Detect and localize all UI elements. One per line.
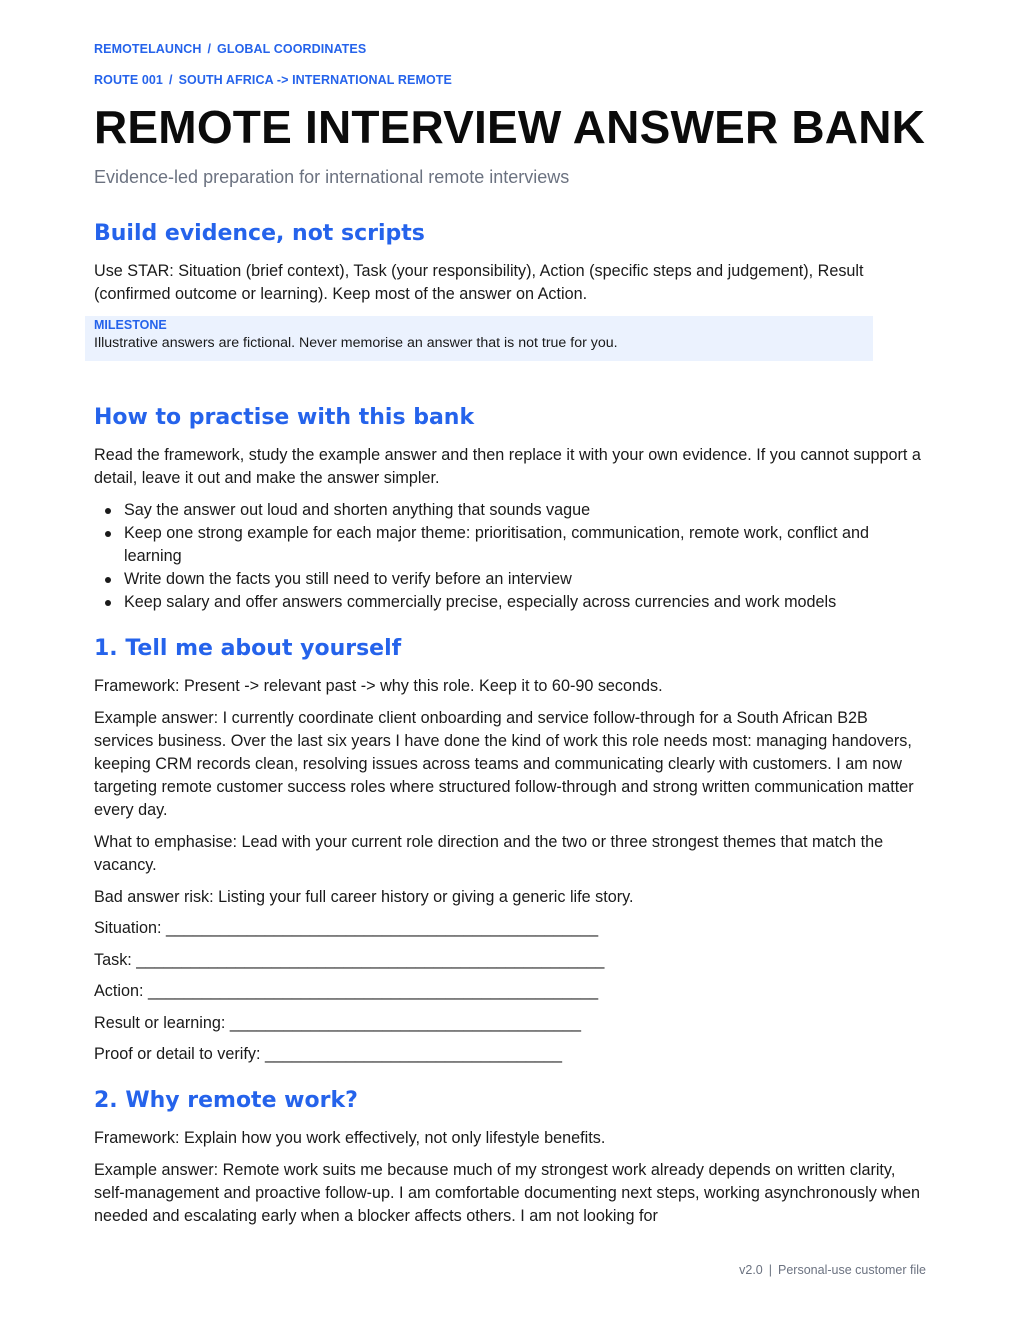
s2-example: Example answer: Remote work suits me because much of my strongest work already depends on written clarity, self-management and proactive follow-up. I am comfortable documenting next steps, working asynchronously when needed and escalating early when a blocker affects others. I am not looking for bbox=[94, 1161, 920, 1225]
section-label: GLOBAL COORDINATES bbox=[217, 42, 367, 56]
milestone-text: Illustrative answers are fictional. Never memorise an answer that is not true for you. bbox=[94, 335, 618, 351]
practise-bullets bbox=[94, 499, 930, 614]
breadcrumb-route: ROUTE 001 / SOUTH AFRICA -> INTERNATIONAL REMOTE bbox=[94, 73, 452, 87]
list-item: Keep salary and offer answers commercially precise, especially across currencies and work models bbox=[94, 591, 930, 614]
s1-risk: Bad answer risk: Listing your full career history or giving a generic life story. bbox=[94, 888, 634, 906]
brand-label: REMOTELAUNCH bbox=[94, 42, 202, 56]
list-item: Say the answer out loud and shorten anything that sounds vague bbox=[94, 499, 930, 522]
s1-field-situation[interactable]: Situation: ________________________________________________ bbox=[94, 919, 599, 937]
breadcrumb-top: REMOTELAUNCH / GLOBAL COORDINATES bbox=[94, 42, 367, 56]
s1-emphasise: What to emphasise: Lead with your current role direction and the two or three strongest themes that match the vacancy. bbox=[94, 833, 884, 874]
section-heading-1: 1. Tell me about yourself bbox=[94, 636, 402, 661]
s1-field-proof[interactable]: Proof or detail to verify: _________________________________ bbox=[94, 1045, 563, 1063]
s1-field-task[interactable]: Task: ____________________________________________________ bbox=[94, 951, 605, 969]
s1-field-action[interactable]: Action: __________________________________________________ bbox=[94, 982, 599, 1000]
s1-framework: Framework: Present -> relevant past -> why this role. Keep it to 60-90 seconds. bbox=[94, 677, 663, 695]
milestone-note bbox=[85, 316, 873, 361]
section-heading-evidence: Build evidence, not scripts bbox=[94, 221, 425, 246]
s1-example: Example answer: I currently coordinate client onboarding and service follow-through for a South African B2B services business. Over the last six years I have done the kind of work this role needs most: managing handovers, keeping CRM records clean, resolving issues across teams and communicating clearly with customers. I am now targeting remote customer success roles where structured follow-through and strong written communication matter every day. bbox=[94, 709, 914, 819]
milestone-tag: MILESTONE bbox=[94, 318, 167, 332]
page-footer: v2.0 | Personal-use customer file bbox=[739, 1263, 926, 1277]
s1-field-result[interactable]: Result or learning: _______________________________________ bbox=[94, 1014, 581, 1032]
route-path: SOUTH AFRICA -> INTERNATIONAL REMOTE bbox=[178, 73, 452, 87]
route-label: ROUTE 001 bbox=[94, 73, 163, 87]
footer-label: Personal-use customer file bbox=[778, 1263, 926, 1277]
s2-framework: Framework: Explain how you work effectively, not only lifestyle benefits. bbox=[94, 1129, 606, 1147]
list-item: Write down the facts you still need to verify before an interview bbox=[94, 568, 930, 591]
evidence-body: Use STAR: Situation (brief context), Task (your responsibility), Action (specific steps and judgement), Result (confirmed outcome or learning). Keep most of the answer on Action. bbox=[94, 262, 864, 303]
section-heading-practise: How to practise with this bank bbox=[94, 405, 475, 430]
practise-body: Read the framework, study the example answer and then replace it with your own evidence. If you cannot support a detail, leave it out and make the answer simpler. bbox=[94, 446, 921, 487]
page-subtitle: Evidence-led preparation for international remote interviews bbox=[94, 167, 570, 187]
list-item: Keep one strong example for each major theme: prioritisation, communication, remote work, conflict and learning bbox=[94, 522, 930, 568]
section-heading-2: 2. Why remote work? bbox=[94, 1088, 358, 1113]
version-label: v2.0 bbox=[739, 1263, 763, 1277]
page-title: REMOTE INTERVIEW ANSWER BANK bbox=[94, 101, 926, 153]
